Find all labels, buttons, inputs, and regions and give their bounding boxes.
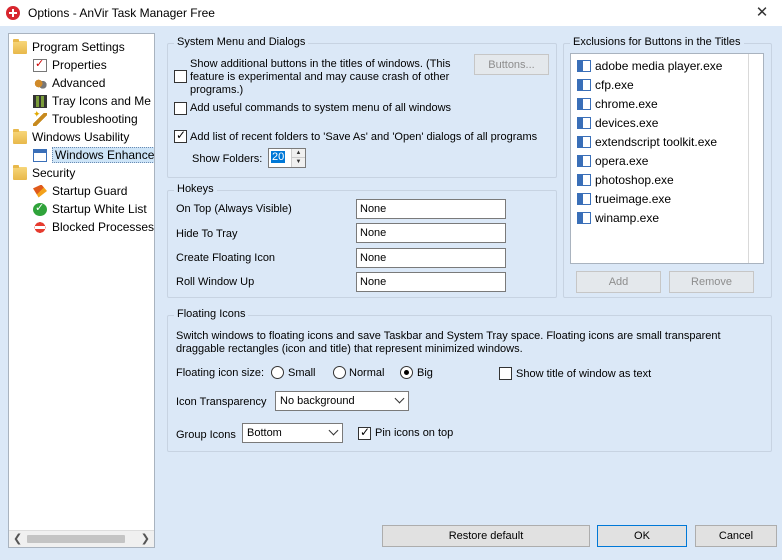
pin-icons-checkbox[interactable]	[358, 427, 371, 440]
transparency-select[interactable]	[275, 391, 409, 411]
advanced-gears-icon	[33, 77, 47, 90]
list-item[interactable]: opera.exe	[577, 151, 648, 170]
show-folders-stepper[interactable]	[268, 148, 306, 168]
chevron-down-icon	[329, 426, 339, 436]
chevron-down-icon	[395, 394, 405, 404]
window-app-icon	[577, 193, 591, 205]
list-item[interactable]: adobe media player.exe	[577, 56, 722, 75]
tree-item-windows-enhance[interactable]: Windows Enhance	[33, 146, 155, 164]
white-list-check-icon	[33, 203, 47, 216]
title-bar	[0, 0, 782, 26]
group-icons-label: Group Icons	[176, 429, 236, 441]
size-normal-radio[interactable]	[333, 366, 346, 379]
hotkey-label-roll-window-up: Roll Window Up	[176, 276, 255, 288]
show-title-checkbox[interactable]	[499, 367, 512, 380]
properties-icon	[33, 59, 47, 72]
tree-item-program-settings[interactable]: Program Settings	[13, 38, 125, 56]
troubleshooting-wand-icon	[33, 113, 47, 126]
hotkey-label-hide-to-tray: Hide To Tray	[176, 228, 238, 240]
list-item[interactable]: extendscript toolkit.exe	[577, 132, 717, 151]
list-item[interactable]: devices.exe	[577, 113, 658, 132]
list-column-divider	[748, 54, 749, 263]
tree-item-security[interactable]: Security	[13, 164, 75, 182]
tree-item-blocked-processes[interactable]: Blocked Processes	[33, 218, 154, 236]
close-window-button[interactable]: ✕	[755, 4, 769, 21]
list-item[interactable]: winamp.exe	[577, 208, 659, 227]
tree-item-startup-white-list[interactable]: ✓ Startup White List	[33, 200, 147, 218]
size-normal-label: Normal	[349, 367, 385, 379]
recent-folders-label: Add list of recent folders to 'Save As' and 'Open' dialogs of all programs	[190, 131, 538, 143]
remove-exclusion-button[interactable]: Remove	[669, 271, 754, 293]
hotkey-field-floating-icon[interactable]: None	[356, 248, 506, 268]
spin-up-icon[interactable]: ▲	[291, 149, 305, 158]
window-app-icon	[577, 212, 591, 224]
scroll-right-icon[interactable]: ❯	[140, 533, 150, 545]
options-tree[interactable]	[8, 33, 155, 548]
buttons-button[interactable]: Buttons...	[474, 54, 549, 75]
tree-horizontal-scrollbar[interactable]	[9, 530, 154, 547]
floating-size-label: Floating icon size:	[176, 367, 265, 379]
scroll-left-icon[interactable]: ❮	[13, 533, 23, 545]
show-folders-label: Show Folders:	[192, 153, 263, 165]
hotkey-label-floating-icon: Create Floating Icon	[176, 252, 276, 264]
size-big-radio[interactable]	[400, 366, 413, 379]
tree-item-troubleshooting[interactable]: ✦ Troubleshooting	[33, 110, 138, 128]
floating-description: Switch windows to floating icons and save Taskbar and System Tray space. Floating icons are small transparent draggable rectangles (icon and title) that represent minimized windows.	[176, 330, 721, 355]
spin-down-icon[interactable]: ▼	[291, 158, 305, 167]
hotkey-field-on-top[interactable]: None	[356, 199, 506, 219]
hotkeys-group-title: Hokeys	[174, 183, 217, 195]
hotkey-field-hide-to-tray[interactable]: None	[356, 223, 506, 243]
startup-guard-icon	[33, 185, 47, 198]
window-app-icon	[577, 117, 591, 129]
list-item[interactable]: cfp.exe	[577, 75, 634, 94]
restore-default-button[interactable]: Restore default	[382, 525, 590, 547]
anvir-app-icon	[6, 6, 20, 20]
add-exclusion-button[interactable]: Add	[576, 271, 661, 293]
floating-icons-group-title: Floating Icons	[174, 308, 248, 320]
list-item[interactable]: photoshop.exe	[577, 170, 674, 189]
tree-item-windows-usability[interactable]: Windows Usability	[13, 128, 129, 146]
list-item[interactable]: chrome.exe	[577, 94, 658, 113]
transparency-label: Icon Transparency	[176, 396, 267, 408]
folder-icon	[13, 167, 27, 180]
size-big-label: Big	[417, 367, 433, 379]
hotkey-label-on-top: On Top (Always Visible)	[176, 203, 292, 215]
tree-item-startup-guard[interactable]: Startup Guard	[33, 182, 127, 200]
window-app-icon	[577, 60, 591, 72]
tree-item-properties[interactable]: ✓ Properties	[33, 56, 107, 74]
tray-icons-icon	[33, 95, 47, 108]
exclusions-list[interactable]	[570, 53, 764, 264]
window-app-icon	[577, 98, 591, 110]
window-app-icon	[577, 136, 591, 148]
scroll-thumb[interactable]	[27, 535, 125, 543]
recent-folders-checkbox[interactable]	[174, 130, 187, 143]
show-title-label: Show title of window as text	[516, 368, 652, 380]
window-app-icon	[577, 155, 591, 167]
hotkey-field-roll-window-up[interactable]: None	[356, 272, 506, 292]
list-item[interactable]: trueimage.exe	[577, 189, 671, 208]
window-app-icon	[577, 79, 591, 91]
window-title: Options - AnVir Task Manager Free	[28, 6, 215, 20]
pin-icons-label: Pin icons on top	[375, 427, 454, 439]
show-buttons-label: Show additional buttons in the titles of windows. (This feature is experimental and may cause crash of other programs.)	[190, 58, 451, 96]
show-folders-value[interactable]: 20	[272, 151, 285, 163]
transparency-selected-value: No background	[280, 395, 355, 407]
size-small-radio[interactable]	[271, 366, 284, 379]
add-commands-checkbox[interactable]	[174, 102, 187, 115]
group-icons-selected-value: Bottom	[247, 427, 282, 439]
window-app-icon	[577, 174, 591, 186]
window-icon	[33, 149, 47, 162]
cancel-button[interactable]: Cancel	[695, 525, 777, 547]
exclusions-group-title: Exclusions for Buttons in the Titles	[570, 36, 744, 48]
folder-icon	[13, 131, 27, 144]
group-icons-select[interactable]	[242, 423, 343, 443]
show-buttons-checkbox[interactable]	[174, 70, 187, 83]
tree-item-advanced[interactable]: Advanced	[33, 74, 105, 92]
add-commands-label: Add useful commands to system menu of all windows	[190, 102, 452, 114]
system-menu-group-title: System Menu and Dialogs	[174, 36, 308, 48]
ok-button[interactable]: OK	[597, 525, 687, 547]
blocked-processes-icon	[33, 221, 47, 234]
tree-item-tray-icons[interactable]: Tray Icons and Me	[33, 92, 151, 110]
size-small-label: Small	[288, 367, 316, 379]
folder-icon	[13, 41, 27, 54]
